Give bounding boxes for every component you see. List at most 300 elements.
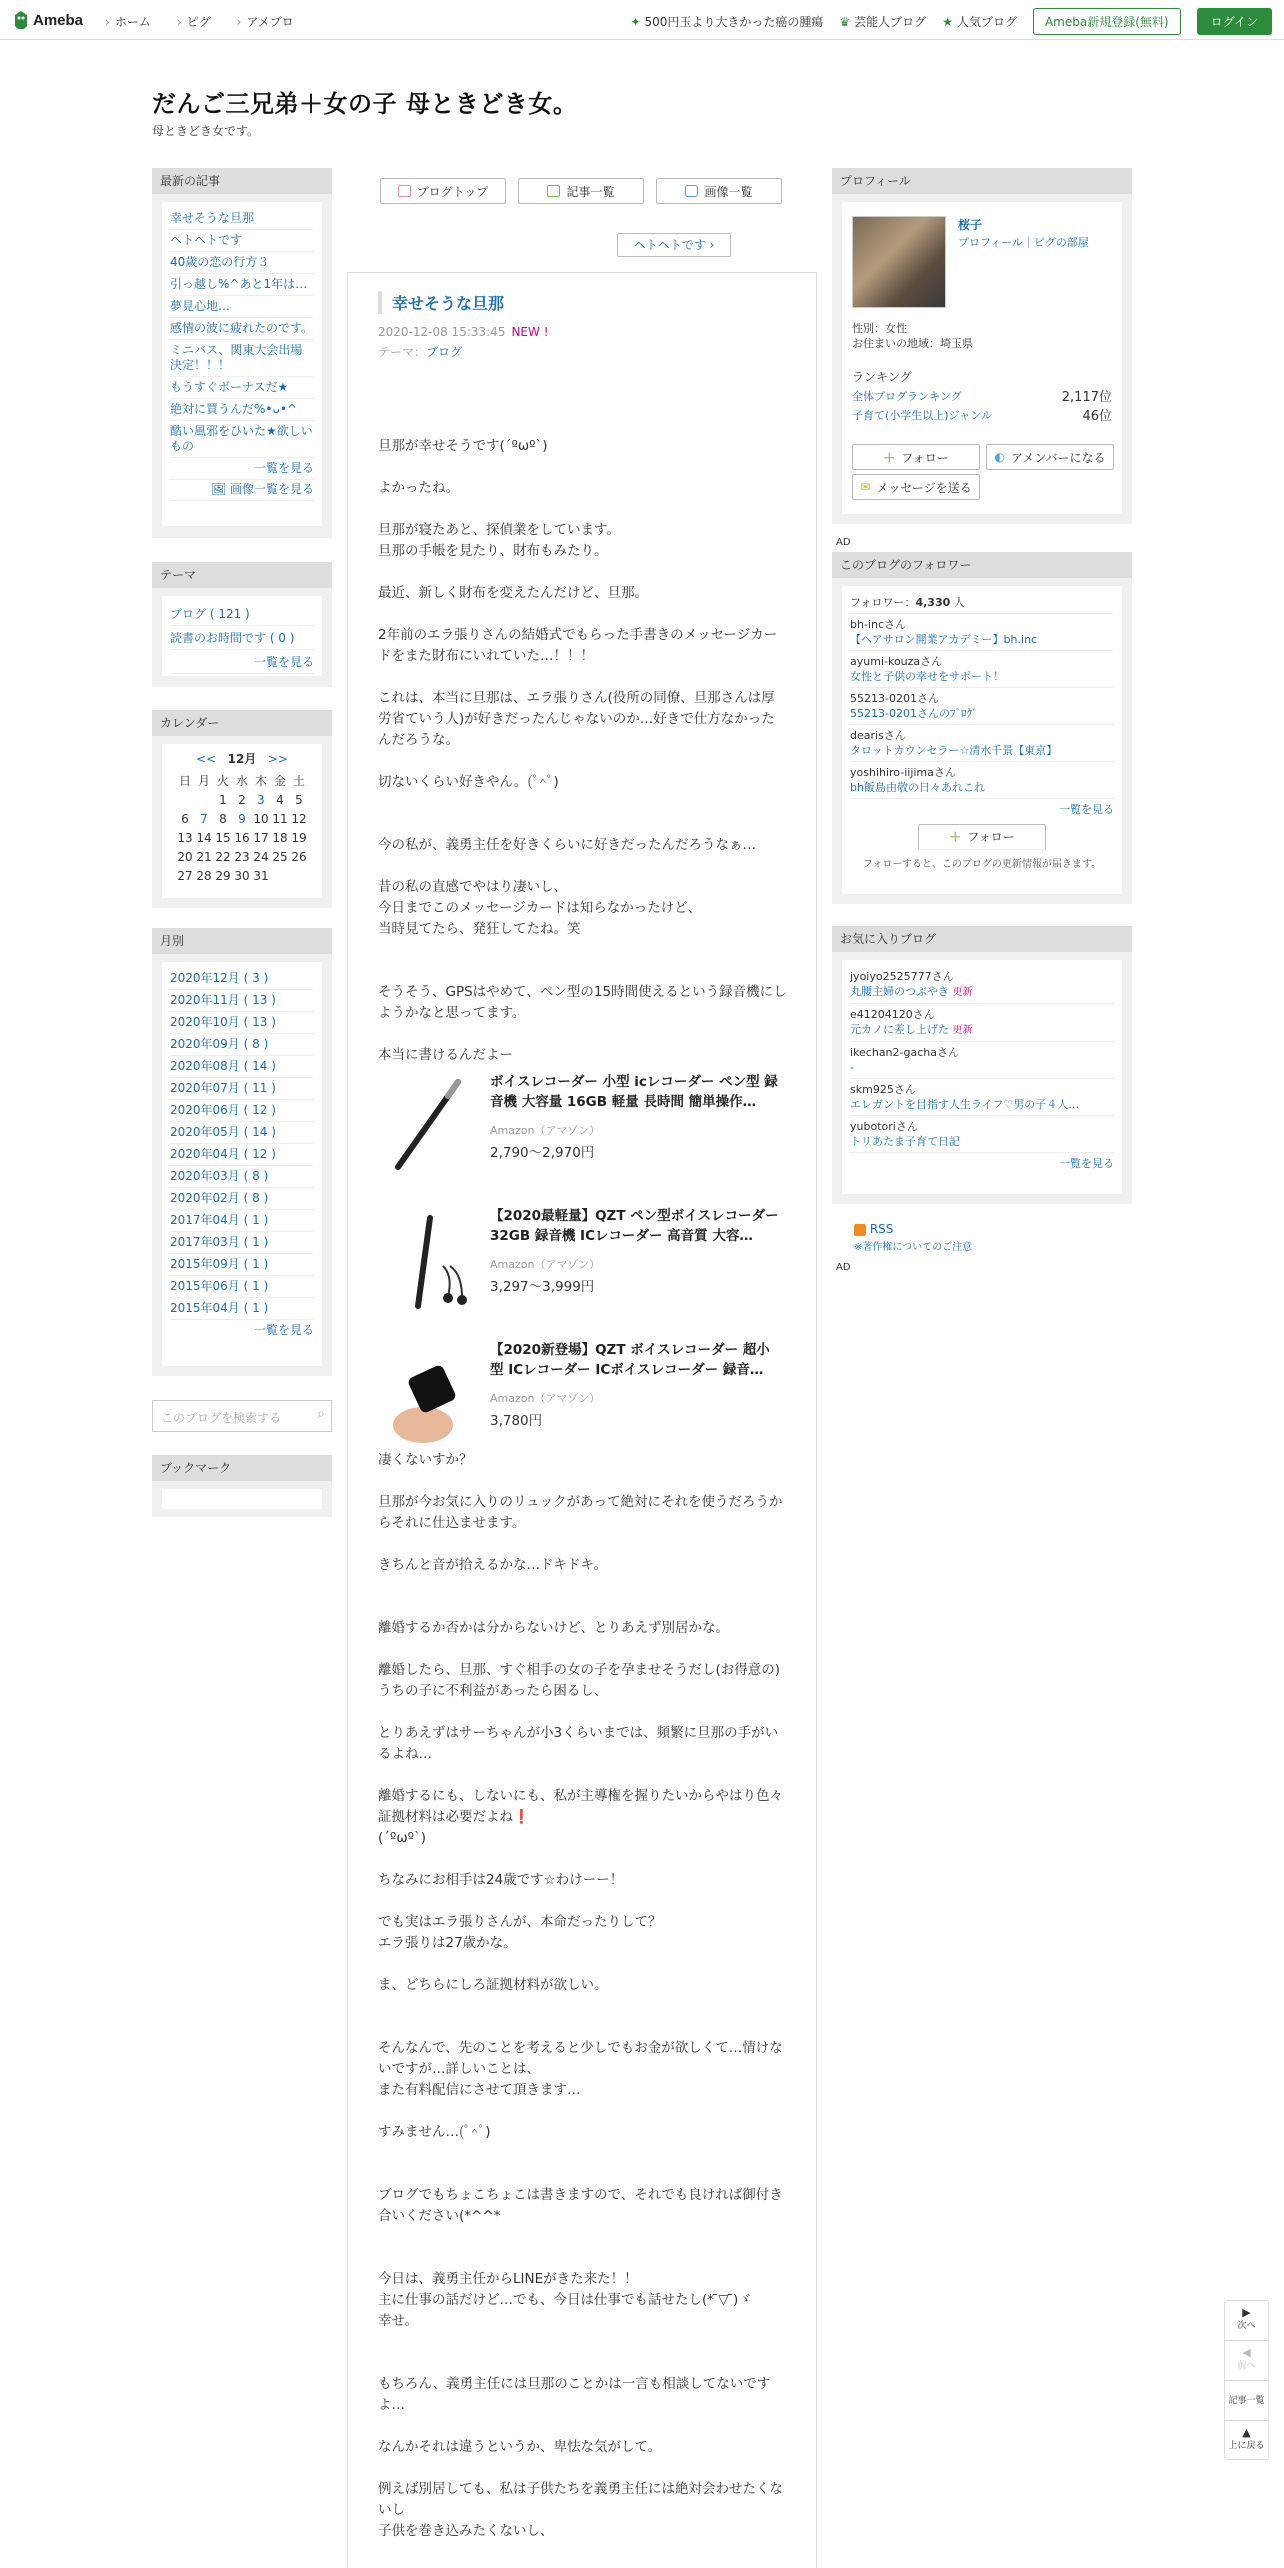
blog-title[interactable]: だんご三兄弟＋女の子 母ときどき女。	[152, 90, 578, 118]
article-paragraph	[378, 2017, 788, 2038]
article-paragraph: 今の私が、義勇主任を好きくらいに好きだったんだろうなぁ…	[378, 837, 756, 853]
article-paragraph	[378, 667, 788, 688]
article-body	[378, 436, 788, 2542]
calendar-day[interactable]: 3	[257, 792, 265, 807]
nav-home[interactable]: › ホーム	[105, 13, 151, 30]
product-info	[490, 1072, 780, 1206]
product-image[interactable]	[378, 1340, 478, 1450]
article-paragraph: 当時見てたら、発狂してたね。笑	[378, 921, 581, 937]
ad-label: AD	[836, 1262, 851, 1273]
favorite-user: e41204120さん	[850, 1008, 935, 1021]
ameba-logo-icon	[12, 10, 30, 30]
product-info	[490, 1206, 780, 1340]
article-paragraph	[378, 1954, 788, 1975]
article-paragraph: 離婚するにも、しないにも、私が主導権を握りたいからやはり色々証拠材料は必要だよね❗️	[378, 1788, 783, 1825]
followers-follow-button[interactable]	[918, 824, 1046, 850]
calendar-day: 12	[291, 811, 307, 826]
favorite-item[interactable]	[850, 1079, 1114, 1116]
favorite-blog[interactable]: エレガントを目指す人生ライフ♡男の子４人…	[850, 1098, 1080, 1111]
follow-button[interactable]	[852, 444, 980, 470]
follower-item[interactable]	[850, 651, 1114, 688]
article-paragraph	[378, 2416, 788, 2437]
article-paragraph	[378, 1024, 788, 1045]
recent-posts-list	[162, 202, 322, 526]
article-paragraph: 旦那が幸せそうです(´ºωº`)	[378, 438, 548, 454]
theme-list	[162, 596, 322, 676]
top-label: 上に戻る	[1228, 2441, 1265, 2451]
theme-more-link[interactable]: 一覧を見る	[170, 650, 314, 674]
article-paragraph	[378, 1576, 788, 1597]
calendar-day: 27	[177, 868, 193, 883]
archive-item[interactable]: 2020年02月 ( 8 )	[170, 1188, 314, 1210]
archive-item[interactable]: 2020年08月 ( 14 )	[170, 1056, 314, 1078]
tab-blog-top-label: ブログトップ	[416, 184, 489, 199]
recent-post-item[interactable]: 引っ越し%^あと1年は…	[170, 274, 314, 296]
article-paragraph	[378, 2332, 788, 2353]
article-paragraph: 昔の私の直感でやはり凄いし、	[378, 879, 567, 895]
archive-box	[152, 928, 332, 1376]
search-icon[interactable]: ⌕	[317, 1406, 325, 1422]
archive-item[interactable]: 2017年03月 ( 1 )	[170, 1232, 314, 1254]
recent-post-item[interactable]: もうすぐボーナスだ★	[170, 377, 314, 399]
calendar-day: 21	[196, 849, 212, 864]
favorite-item[interactable]	[850, 1116, 1114, 1153]
archive-item[interactable]: 2015年04月 ( 1 )	[170, 1298, 314, 1320]
calendar-day: 24	[253, 849, 269, 864]
article-paragraph	[378, 2143, 788, 2164]
calendar-day: 8	[219, 811, 227, 826]
favorites-more-link[interactable]: 一覧を見る	[1059, 1157, 1114, 1170]
favorites-list	[842, 960, 1122, 1194]
ad-label: AD	[836, 537, 851, 548]
article-paragraph: 2年前のエラ張りさんの結婚式でもらった手書きのメッセージカードをまた財布にいれていた…！！！	[378, 627, 778, 664]
plus-icon: ＋	[949, 829, 962, 844]
archive-item[interactable]: 2015年06月 ( 1 )	[170, 1276, 314, 1298]
article-paragraph	[378, 2164, 788, 2185]
prev-article-button[interactable]	[1225, 2341, 1268, 2381]
search-placeholder: このブログを検索する	[161, 1411, 282, 1425]
calendar-day: 4	[276, 792, 284, 807]
followers-heading: このブログのフォロワー	[832, 552, 1132, 578]
article-paragraph	[378, 940, 788, 961]
profile-links[interactable]: プロフィール｜ピグの部屋	[958, 236, 1089, 249]
theme-label: テーマ：	[378, 345, 427, 359]
back-to-top-button[interactable]	[1225, 2421, 1268, 2461]
ranking-genre-value: 46位	[1082, 409, 1112, 424]
follower-count-label: フォロワー：	[850, 596, 916, 609]
bookmark-box	[152, 1455, 332, 1517]
follower-user: dearisさん	[850, 729, 906, 742]
blog-description: 母ときどき女です。	[152, 124, 260, 138]
article-paragraph	[378, 751, 788, 772]
member-button-label: アメンバーになる	[1011, 450, 1106, 465]
followers-more-link[interactable]: 一覧を見る	[1059, 803, 1114, 816]
profile-avatar[interactable]	[852, 216, 946, 308]
article-paragraph	[378, 499, 788, 520]
crown-icon: ♛	[839, 14, 851, 29]
article-paragraph: エラ張りは27歳かな。	[378, 1935, 517, 1951]
recent-post-item[interactable]: ミニバス、関東大会出場決定！！！	[170, 340, 314, 377]
article-paragraph: そんなんで、先のことを考えると少しでもお金が欲しくて…情けないですが…詳しいことは、	[378, 2040, 783, 2077]
article-paragraph: 最近、新しく財布を変えたんだけど、旦那。	[378, 585, 648, 601]
follower-user: 55213-0201さん	[850, 692, 939, 705]
product-price: 3,780円	[490, 1413, 543, 1429]
favorite-blog[interactable]: 元カノに差し上げた	[850, 1023, 949, 1036]
product-card[interactable]	[378, 1072, 788, 1206]
follow-button-label: フォロー	[901, 450, 949, 465]
article-paragraph: よかったね。	[378, 480, 459, 496]
favorite-user: jyoiyo2525777さん	[850, 970, 954, 983]
image-icon: 🖼	[210, 482, 227, 496]
follower-blog[interactable]: タロットカウンセラー☆清水千景【東京】	[850, 744, 1058, 757]
product-price: 2,790〜2,970円	[490, 1145, 595, 1161]
archive-item[interactable]: 2020年04月 ( 12 )	[170, 1144, 314, 1166]
followers-follow-wrap	[850, 820, 1114, 853]
calendar-day: 20	[177, 849, 193, 864]
login-button[interactable]: ログイン	[1197, 8, 1272, 35]
rss-block	[854, 1222, 972, 1253]
calendar-day: 5	[295, 792, 303, 807]
profile-area: お住まいの地域：埼玉県	[852, 337, 973, 350]
theme-link[interactable]: ブログ	[426, 345, 463, 359]
calendar-day: 2	[238, 792, 246, 807]
article-paragraph	[378, 1891, 788, 1912]
recent-post-item[interactable]: 夢見心地…	[170, 296, 314, 318]
product-image[interactable]	[378, 1072, 478, 1182]
calendar-day: 6	[181, 811, 189, 826]
calendar-next[interactable]: >>	[267, 752, 288, 766]
profile-sex: 性別：女性	[852, 322, 907, 335]
article-paragraph: でも実はエラ張りさんが、本命だったりして？	[378, 1914, 662, 1930]
calendar-day	[271, 866, 290, 885]
follow-note: フォローすると、このブログの更新情報が届きます。	[862, 859, 1102, 870]
blog-search-input[interactable]	[152, 1400, 332, 1432]
next-label: 次へ	[1237, 2321, 1256, 2331]
article-paragraph	[378, 1849, 788, 1870]
recent-posts-box	[152, 168, 332, 538]
header-link-news-label: 500円玉より大きかった癌の腫瘍	[644, 15, 824, 29]
article-paragraph	[378, 1471, 788, 1492]
list-label: 記事一覧	[1228, 2396, 1265, 2406]
product-price: 3,297〜3,999円	[490, 1279, 595, 1295]
list-icon	[547, 185, 560, 197]
archive-item[interactable]: 2020年12月 ( 3 )	[170, 968, 314, 990]
product-title[interactable]: 【2020新登場】QZT ボイスレコーダー 超小型 ICレコーダー ICボイスレコーダー 録音…	[490, 1342, 770, 1378]
ranking-overall-value: 2,117位	[1061, 390, 1112, 405]
article-paragraph: 今日までこのメッセージカードは知らなかったけど、	[378, 900, 702, 916]
calendar-day: 17	[253, 830, 269, 845]
favorite-user: ikechan2-gachaさん	[850, 1046, 959, 1059]
next-article-button[interactable]	[1225, 2301, 1268, 2341]
favorite-item[interactable]	[850, 1004, 1114, 1042]
profile-body	[842, 202, 1122, 514]
copyright-note-link[interactable]: ※著作権についてのご注意	[854, 1242, 973, 1253]
recent-post-item[interactable]: 幸せそうな旦那	[170, 208, 314, 230]
updated-badge: 更新	[952, 1025, 973, 1036]
member-button[interactable]	[986, 444, 1114, 470]
article-paragraph: なんかそれは違うというか、卑怯な気がして。	[378, 2439, 662, 2455]
archive-item[interactable]: 2020年07月 ( 11 )	[170, 1078, 314, 1100]
article-paragraph	[378, 2101, 788, 2122]
home-icon	[398, 185, 411, 197]
image-list-link[interactable]	[170, 480, 314, 501]
follower-user: bh-incさん	[850, 618, 906, 631]
article-paragraph	[378, 1996, 788, 2017]
theme-item[interactable]: 読書のお時間です ( 0 )	[170, 626, 314, 650]
article-paragraph	[378, 2353, 788, 2374]
favorite-user: yubotoriさん	[850, 1120, 918, 1133]
recent-post-item[interactable]: 感情の波に疲れたのです。	[170, 318, 314, 340]
archive-item[interactable]: 2020年06月 ( 12 )	[170, 1100, 314, 1122]
calendar-day[interactable]: 7	[200, 811, 208, 826]
archive-more-link[interactable]: 一覧を見る	[253, 1323, 314, 1337]
theme-heading: テーマ	[152, 562, 332, 588]
message-button[interactable]	[852, 474, 980, 500]
logo-text: Ameba	[33, 11, 84, 29]
calendar-day: 18	[272, 830, 288, 845]
calendar-weekday: 木	[254, 774, 267, 788]
rss-icon	[854, 1224, 866, 1236]
article-paragraph	[378, 1765, 788, 1786]
plus-icon: ＋	[883, 450, 896, 465]
follower-count-unit: 人	[950, 596, 965, 609]
follower-blog[interactable]: 【ヘアサロン開業アカデミー】bh.inc	[850, 633, 1038, 646]
recent-posts-heading: 最新の記事	[152, 168, 332, 194]
calendar-weekday-row	[176, 771, 309, 790]
archive-heading: 月別	[152, 928, 332, 954]
archive-item[interactable]: 2020年11月 ( 13 )	[170, 990, 314, 1012]
bookmark-heading: ブックマーク	[152, 1455, 332, 1481]
article-paragraph: そうそう、GPSはやめて、ペン型の15時間使えるという録音機にしようかなと思ってます。	[378, 984, 787, 1021]
product-shop: Amazon（アマゾン）	[490, 1124, 601, 1137]
article-paragraph	[378, 562, 788, 583]
tab-blog-top[interactable]	[380, 178, 506, 204]
calendar-week	[176, 809, 309, 828]
calendar-day: 22	[215, 849, 231, 864]
image-list-label: 画像一覧を見る	[229, 482, 314, 496]
article-paragraph: もちろん、義勇主任には旦那のことかは一言も相談してないですよ…	[378, 2376, 771, 2413]
article-paragraph: 切ないくらい好きやん。(ﾟ^ﾟ)	[378, 774, 559, 790]
back-icon: ◀	[1242, 2346, 1251, 2359]
recent-post-item[interactable]: 絶対に買うんだ%•ᴗ•^	[170, 399, 314, 421]
article-list-button[interactable]	[1225, 2381, 1268, 2421]
theme-item[interactable]: ブログ ( 121 )	[170, 602, 314, 626]
calendar-day: 15	[215, 830, 231, 845]
follower-item[interactable]	[850, 614, 1114, 651]
product-info	[490, 1340, 780, 1450]
ameba-logo[interactable]	[12, 10, 83, 30]
calendar-weekday: 日	[178, 774, 191, 788]
header-link-celebrity-label: 芸能人ブログ	[854, 15, 927, 29]
favorite-item[interactable]	[850, 966, 1114, 1004]
tab-image-list-label: 画像一覧	[704, 184, 753, 199]
calendar-day: 23	[234, 849, 250, 864]
article-paragraph	[378, 2248, 788, 2269]
article-paragraph	[378, 457, 788, 478]
archive-item[interactable]: 2015年09月 ( 1 )	[170, 1254, 314, 1276]
archive-item[interactable]: 2020年10月 ( 13 )	[170, 1012, 314, 1034]
article-paragraph: うちの子に不利益があったら困るし、	[378, 1683, 608, 1699]
product-card[interactable]	[378, 1206, 788, 1340]
article-paragraph: すみません…(ﾟ^ﾟ)	[378, 2124, 491, 2140]
sparkle-icon: ✦	[630, 14, 641, 29]
article-paragraph: 旦那の手帳を見たり、財布もみたり。	[378, 543, 608, 559]
product-card[interactable]	[378, 1340, 788, 1450]
rss-label: RSS	[869, 1222, 894, 1236]
recent-more-link[interactable]: 一覧を見る	[170, 458, 314, 480]
follower-blog[interactable]: 女性と子供の幸せをサポート！	[850, 670, 1004, 683]
article-paragraph	[378, 604, 788, 625]
header-link-popular[interactable]	[942, 13, 1017, 30]
calendar-day	[195, 790, 214, 809]
ranking-overall-label[interactable]: 全体ブログランキング	[852, 390, 962, 403]
nav-ameblo[interactable]: › アメブロ	[237, 13, 294, 30]
article-title[interactable]: 幸せそうな旦那	[378, 291, 504, 314]
article-paragraph: 子供を巻き込みたくないし、	[378, 2523, 554, 2539]
article-theme	[378, 343, 462, 360]
member-icon: ◐	[994, 450, 1006, 464]
message-button-label: メッセージを送る	[876, 480, 972, 495]
article-paragraph: きちんと音が拾えるかな…ドキドキ。	[378, 1557, 607, 1573]
tab-article-list-label: 記事一覧	[566, 184, 615, 199]
new-badge: NEW !	[511, 325, 549, 339]
calendar-day: 11	[272, 811, 288, 826]
product-title[interactable]: ボイスレコーダー 小型 icレコーダー ペン型 録音機 大容量 16GB 軽量 長時間 簡単操作…	[490, 1074, 778, 1110]
global-nav	[105, 13, 294, 30]
calendar-grid	[176, 771, 309, 885]
article-paragraph: ブログでもちょこちょこは書きますので、それでも良ければ御付き合いください(*^^*	[378, 2187, 783, 2224]
favorite-item[interactable]	[850, 1042, 1114, 1079]
followers-box	[832, 552, 1132, 904]
ranking-heading: ランキング	[852, 370, 912, 384]
recent-post-item[interactable]: ヘトヘトです	[170, 230, 314, 252]
article-paragraph: ちなみにお相手は24歳です☆わけーー！	[378, 1872, 624, 1888]
product-shop: Amazon（アマゾン）	[490, 1392, 601, 1405]
article-paragraph: 旦那が寝たあと、探偵業をしています。	[378, 522, 620, 538]
follower-item[interactable]	[850, 762, 1114, 799]
favorite-blog[interactable]: -	[850, 1061, 854, 1074]
calendar-week	[176, 828, 309, 847]
product-image[interactable]	[378, 1206, 478, 1316]
nav-pigg[interactable]: › ピグ	[177, 13, 211, 30]
followers-list	[842, 586, 1122, 894]
calendar-weekday: 金	[273, 774, 286, 788]
header-link-celebrity[interactable]	[839, 13, 926, 30]
register-button[interactable]: Ameba新規登録(無料)	[1033, 8, 1181, 35]
article-paragraph: 例えば別居しても、私は子供たちを義勇主任には絶対会わせたくないし	[378, 2481, 783, 2518]
favorites-heading: お気に入りブログ	[832, 926, 1132, 952]
follower-count-value: 4,330	[915, 596, 951, 609]
tab-image-list[interactable]	[656, 178, 782, 204]
calendar-nav	[170, 750, 314, 767]
profile-heading: プロフィール	[832, 168, 1132, 194]
article-paragraph: ま、どちらにしろ証拠材料が欲しい。	[378, 1977, 608, 1993]
article-paragraph	[378, 793, 788, 814]
calendar-day: 30	[234, 868, 250, 883]
camera-icon	[685, 185, 698, 197]
calendar-weekday: 火	[216, 774, 229, 788]
article	[347, 272, 817, 2568]
article-paragraph	[378, 1534, 788, 1555]
header-link-news[interactable]	[630, 13, 823, 30]
article-paragraph	[378, 1702, 788, 1723]
ranking-genre-label[interactable]: 子育て(小学生以上)ジャンル	[852, 409, 993, 422]
calendar-day[interactable]: 9	[238, 811, 246, 826]
prev-label: 前へ	[1237, 2361, 1256, 2371]
recent-post-item[interactable]: 酷い風邪をひいた★欲しいもの	[170, 421, 314, 458]
calendar-day: 19	[291, 830, 307, 845]
article-paragraph: これは、本当に旦那は、エラ張りさん(役所の同僚、旦那さんは厚労省ていう人)が好きだったんじゃないのか…好きで仕方なかったんだろうな。	[378, 690, 775, 748]
rss-link[interactable]	[854, 1222, 972, 1236]
article-paragraph	[378, 961, 788, 982]
calendar-week	[176, 847, 309, 866]
article-meta	[378, 325, 549, 339]
follower-item[interactable]	[850, 688, 1114, 725]
calendar-day	[176, 790, 195, 809]
product-title[interactable]: 【2020最軽量】QZT ペン型ボイスレコーダー 32GB 録音機 ICレコーダー 高音質 大容…	[490, 1208, 779, 1244]
article-paragraph: とりあえずはサーちゃんが小3くらいまでは、頻繁に旦那の手がいるよね…	[378, 1725, 779, 1762]
blog-tabs	[380, 178, 782, 204]
header-link-popular-label: 人気ブログ	[956, 15, 1017, 29]
header-right	[630, 8, 1272, 35]
article-paragraph	[378, 814, 788, 835]
archive-item[interactable]: 2020年03月 ( 8 )	[170, 1166, 314, 1188]
global-header	[0, 0, 1284, 40]
calendar-week	[176, 790, 309, 809]
favorites-box	[832, 926, 1132, 1204]
article-paragraph	[378, 2227, 788, 2248]
envelope-icon: ✉	[860, 480, 871, 494]
article-paragraph	[378, 1597, 788, 1618]
calendar-day: 28	[196, 868, 212, 883]
profile-box	[832, 168, 1132, 524]
article-paragraph: 幸せ。	[378, 2313, 419, 2329]
follower-item[interactable]	[850, 725, 1114, 762]
calendar-day: 13	[177, 830, 193, 845]
tab-article-list[interactable]	[518, 178, 644, 204]
article-paragraph: 本当に書けるんだよー	[378, 1047, 513, 1063]
article-paragraph: また有料配信にさせて頂きます…	[378, 2082, 581, 2098]
calendar-box	[152, 710, 332, 908]
favorite-blog[interactable]: 丸腰主婦のつぶやき	[850, 985, 949, 998]
followers-follow-label: フォロー	[967, 829, 1015, 844]
follower-blog[interactable]: 55213-0201さんのﾌﾞﾛｸﾞ	[850, 707, 978, 720]
favorite-user: skm925さん	[850, 1083, 916, 1096]
article-date: 2020-12-08 15:33:45	[378, 325, 506, 339]
theme-box	[152, 562, 332, 687]
calendar-day: 14	[196, 830, 212, 845]
floating-nav	[1224, 2300, 1269, 2460]
updated-badge: 更新	[952, 987, 973, 998]
calendar-prev[interactable]: <<	[196, 752, 217, 766]
article-paragraph: 離婚したら、旦那、すぐ相手の女の子を孕ませそうだし(お得意の)	[378, 1662, 781, 1678]
recent-post-item[interactable]: 40歳の恋の行方３	[170, 252, 314, 274]
calendar-heading: カレンダー	[152, 710, 332, 736]
archive-item[interactable]: 2017年04月 ( 1 )	[170, 1210, 314, 1232]
favorite-blog[interactable]: トリあたま子育て日記	[850, 1135, 960, 1148]
article-paragraph: 離婚するか否かは分からないけど、とりあえず別居かな。	[378, 1620, 729, 1636]
archive-list	[162, 962, 322, 1366]
previous-article-link[interactable]: ヘトヘトです ›	[617, 233, 731, 257]
archive-item[interactable]: 2020年05月 ( 14 )	[170, 1122, 314, 1144]
play-icon: ▶	[1242, 2306, 1251, 2319]
calendar-day: 16	[234, 830, 250, 845]
archive-item[interactable]: 2020年09月 ( 8 )	[170, 1034, 314, 1056]
profile-name[interactable]: 桜子	[958, 218, 983, 232]
follower-user: ayumi-kouzaさん	[850, 655, 943, 668]
follower-blog[interactable]: bh飯島由敬の日々あれこれ	[850, 781, 985, 794]
article-paragraph: 凄くないすか？	[378, 1452, 473, 1468]
